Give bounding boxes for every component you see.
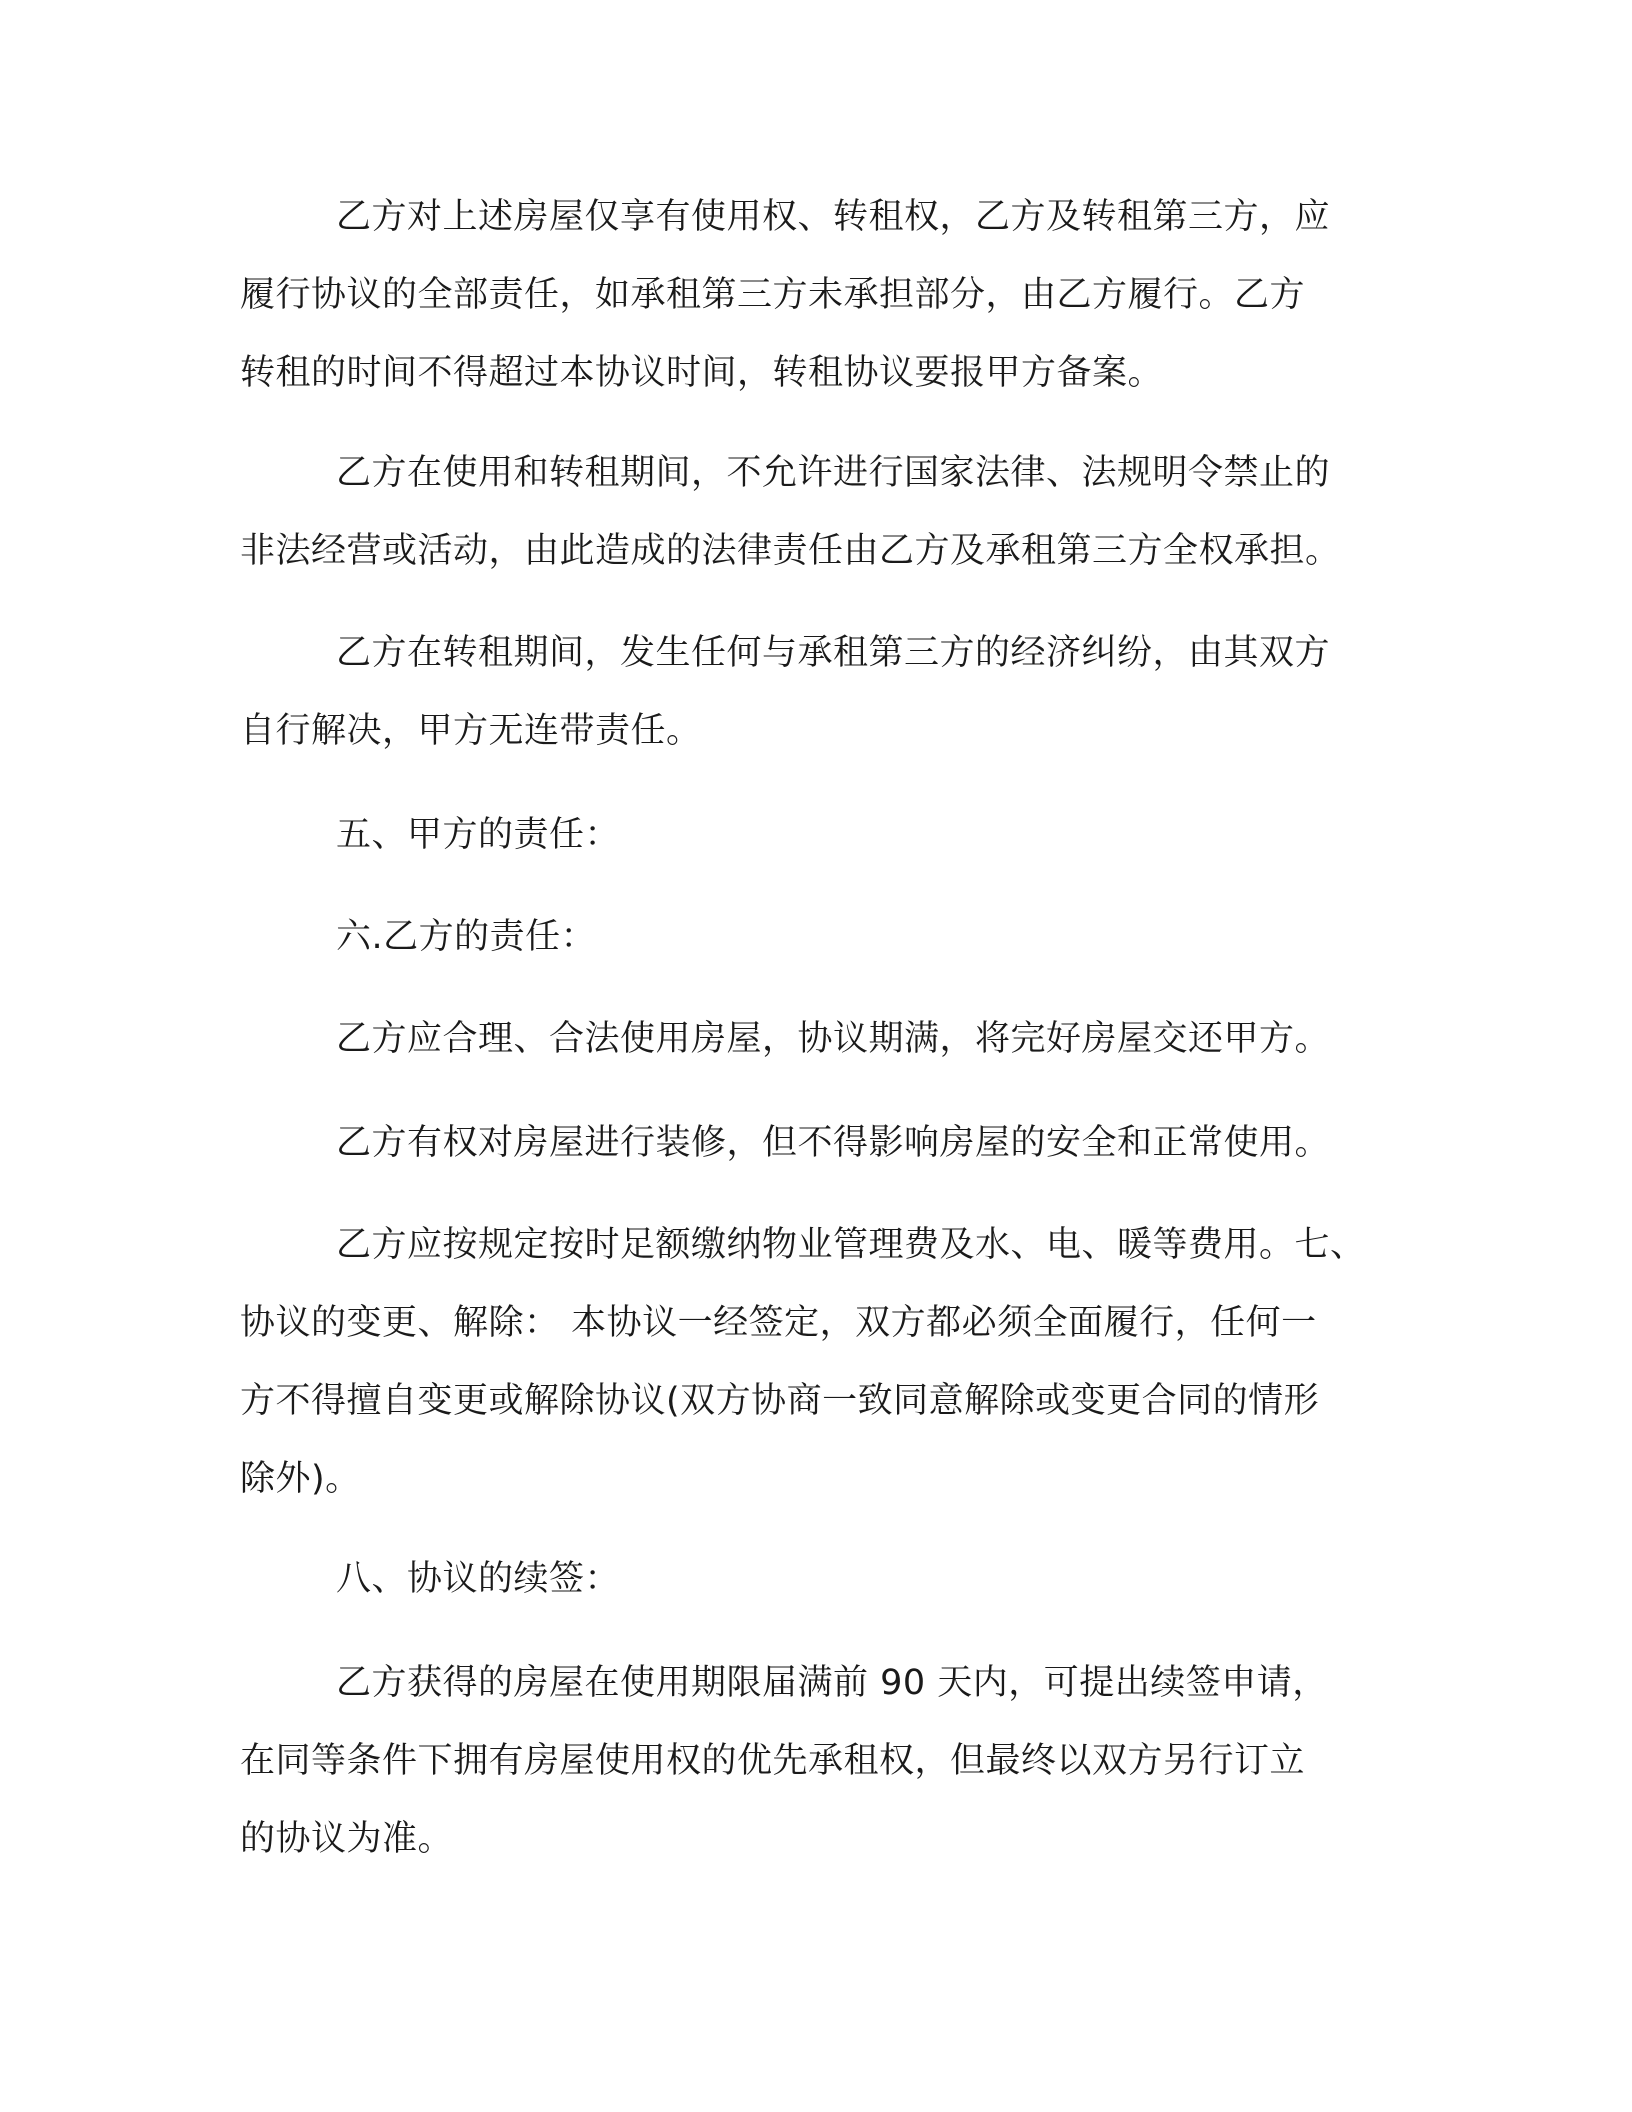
heading-text: 六.乙方的责任： [336,917,597,957]
paragraph-renovation [240,1104,1400,1182]
text-line: 方不得擅自变更或解除协议(双方协商一致同意解除或变更合同的情形 [240,1381,1320,1421]
paragraph-economic-disputes [240,614,1400,770]
text-line: 在同等条件下拥有房屋使用权的优先承租权，但最终以双方另行订立 [240,1741,1306,1781]
text-line: 乙方有权对房屋进行装修，但不得影响房屋的安全和正常使用。 [336,1123,1331,1163]
text-line: 非法经营或活动，由此造成的法律责任由乙方及承租第三方全权承担。 [240,531,1341,571]
text-line: 乙方在使用和转租期间，不允许进行国家法律、法规明令禁止的 [336,453,1331,493]
section-five-heading [240,796,1400,874]
text-line: 乙方在转租期间，发生任何与承租第三方的经济纠纷，由其双方 [336,633,1331,673]
text-line: 乙方对上述房屋仅享有使用权、转租权，乙方及转租第三方，应 [336,197,1331,237]
text-line: 自行解决，甲方无连带责任。 [240,711,702,751]
heading-text: 八、协议的续签： [336,1559,621,1599]
text-line: 乙方应合理、合法使用房屋，协议期满，将完好房屋交还甲方。 [336,1019,1331,1059]
paragraph-proper-use [240,1000,1400,1078]
text-line: 除外)。 [240,1459,361,1499]
paragraph-illegal-activities [240,434,1400,590]
paragraph-renewal [240,1644,1400,1878]
text-line: 转租的时间不得超过本协议时间，转租协议要报甲方备案。 [240,353,1164,393]
text-line: 协议的变更、解除： 本协议一经签定，双方都必须全面履行，任何一 [240,1303,1317,1343]
text-line: 的协议为准。 [240,1819,454,1859]
text-line: 履行协议的全部责任，如承租第三方未承担部分，由乙方履行。乙方 [240,275,1306,315]
text-line: 乙方应按规定按时足额缴纳物业管理费及水、电、暖等费用。七、 [336,1225,1366,1265]
text-line: 乙方获得的房屋在使用期限届满前 90 天内，可提出续签申请， [336,1663,1328,1703]
section-eight-heading [240,1540,1400,1618]
paragraph-fees-and-changes [240,1206,1400,1518]
heading-text: 五、甲方的责任： [336,815,621,855]
paragraph-sublease-rights [240,178,1400,412]
section-six-heading [240,898,1400,976]
